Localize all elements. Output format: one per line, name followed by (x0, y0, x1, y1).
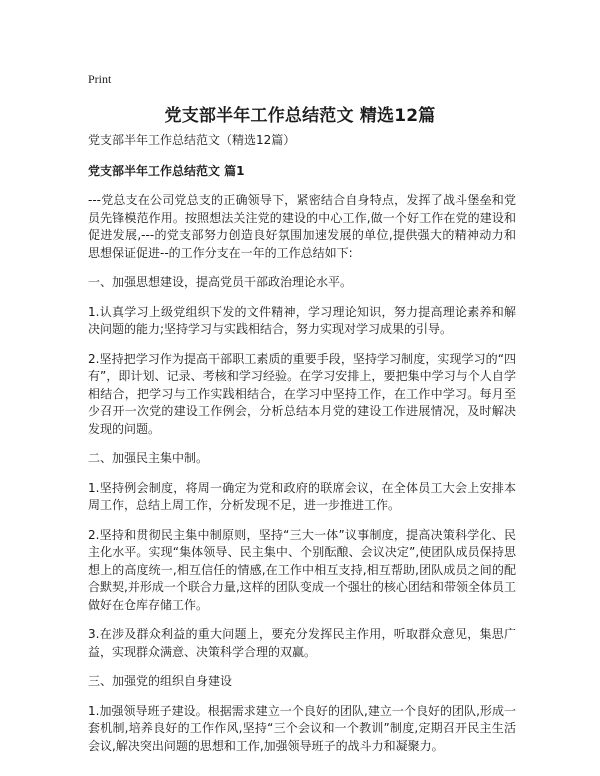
heading-organization: 三、加强党的组织自身建设 (88, 674, 233, 688)
paragraph-democracy-1: 1.坚持例会制度，将周一确定为党和政府的联席会议，在全体员工大会上安排本周工作，总结上周工作，分析发现不足，进一步推进工作。 (88, 480, 516, 512)
document-subtitle: 党支部半年工作总结范文（精选12篇） (88, 133, 296, 147)
heading-democracy: 二、加强民主集中制。 (88, 451, 209, 465)
page-title: 党支部半年工作总结范文 精选12篇 (164, 106, 436, 126)
section-title: 党支部半年工作总结范文 篇1 (88, 163, 245, 178)
print-link[interactable]: Print (88, 72, 112, 86)
paragraph-organization-1: 1.加强领导班子建设。根据需求建立一个良好的团队,建立一个良好的团队,形成一套机制,培养良好的工作作风,坚持“三个会议和一个教训”制度,定期召开民主生活会议,解决突出问题的思想和工作,加强领导班子的战斗力和凝聚力。 (88, 703, 516, 753)
intro-paragraph: ---党总支在公司党总支的正确领导下，紧密结合自身特点，发挥了战斗堡垒和党员先锋模范作用。按照想法关注党的建设的中心工作,做一个好工作在党的建设和促进发展,---的党支部努力创造良好氛围加速发展的单位,提供强大的精神动力和思想保证促进--的工作分支在一年的工作总结如下: (88, 193, 516, 260)
heading-ideology: 一、加强思想建设，提高党员干部政治理论水平。 (88, 275, 353, 289)
paragraph-ideology-1: 1.认真学习上级党组织下发的文件精神，学习理论知识，努力提高理论素养和解决问题的能力;坚持学习与实践相结合，努力实现对学习成果的引导。 (88, 304, 516, 336)
document-body (88, 128, 516, 755)
paragraph-ideology-2: 2.坚持把学习作为提高干部职工素质的重要手段，坚持学习制度，实现学习的“四有”，即计划、记录、考核和学习经验。在学习安排上，要把集中学习与个人自学相结合，把学习与工作实践相结合，在学习中坚持工作，在工作中学习。每月至少召开一次党的建设工作例会，分析总结本月党的建设工作进展情况，及时解决发现的问题。 (88, 351, 516, 436)
paragraph-democracy-2: 2.坚持和贯彻民主集中制原则，坚持“三大一体”议事制度，提高决策科学化、民主化水平。实现“集体领导、民主集中、个别酝酿、会议决定”,使团队成员保持思想上的高度统一,相互信任的情感,在工作中相互支持,相互帮助,团队成员之间的配合默契,并形成一个联合力量,这样的团队变成一个强壮的核心团结和带领全体员工做好在仓库存储工作。 (88, 527, 516, 612)
paragraph-democracy-3: 3.在涉及群众利益的重大问题上，要充分发挥民主作用，听取群众意见，集思广益，实现群众满意、决策科学合理的双赢。 (88, 627, 516, 659)
